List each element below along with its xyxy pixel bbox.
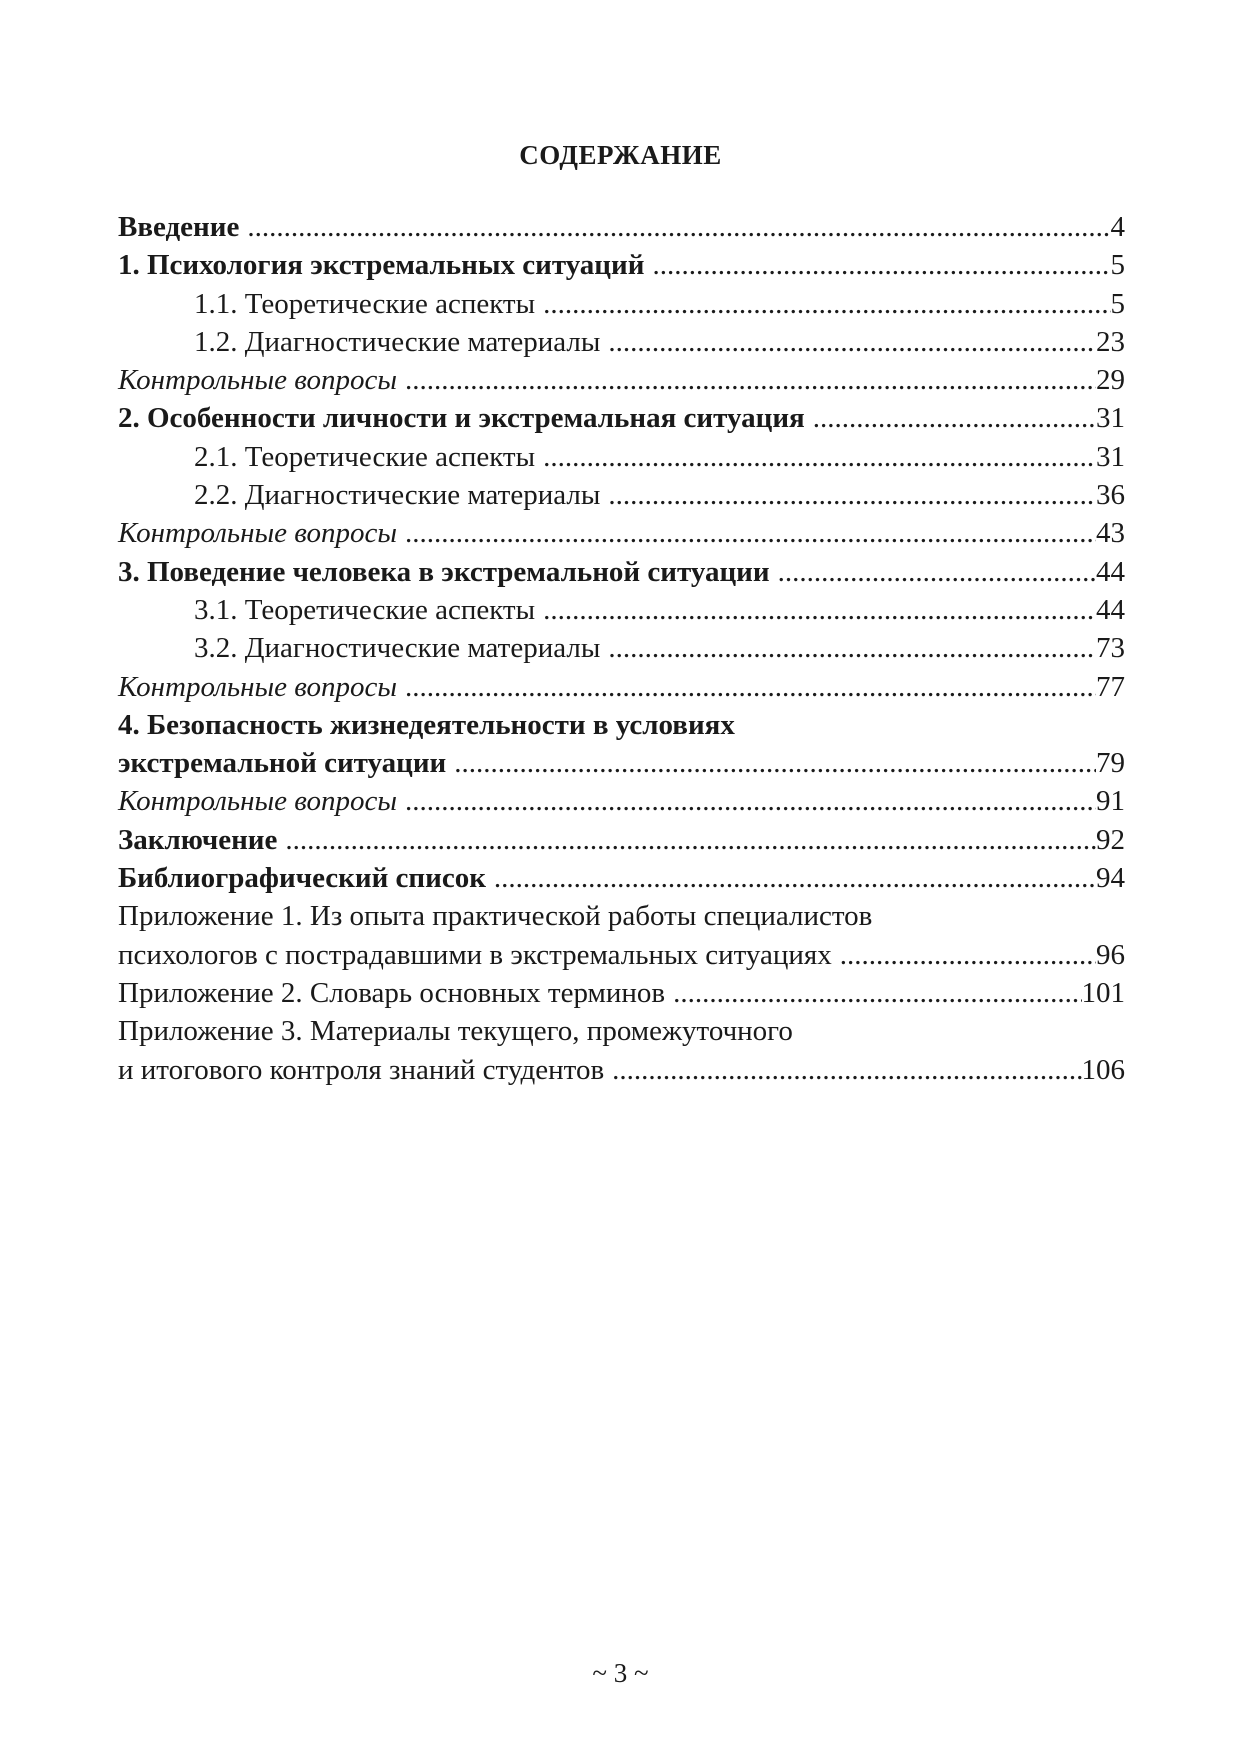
toc-leader-dots [673,974,1081,1012]
toc-entry-page: 36 [1096,479,1125,512]
toc-leader-dots [405,361,1096,399]
toc-entry-page: 31 [1096,440,1125,473]
toc-leader-dots [454,744,1096,782]
toc-entry-title: 2.2. Диагностические материалы [194,479,601,512]
toc-entry-page: 23 [1096,325,1125,358]
toc-entry-title: экстремальной ситуации [118,747,447,780]
toc-entry-title: Контрольные вопросы [118,785,397,818]
toc-entry-title: Заключение [118,823,278,856]
toc-entry-title: 3. Поведение человека в экстремальной ситуации [118,555,770,588]
toc-entry-title: Приложение 3. Материалы текущего, промежуточного [118,1015,793,1048]
toc-entry-title: 1. Психология экстремальных ситуаций [118,249,645,282]
toc-entry-title: 3.1. Теоретические аспекты [194,593,536,626]
toc-entry [118,438,1125,476]
table-of-contents [118,208,1125,1089]
toc-entry-page: 77 [1096,670,1125,703]
toc-entry [118,1051,1125,1089]
toc-entry-page: 92 [1096,823,1125,856]
toc-entry [118,821,1125,859]
toc-entry-title: 1.1. Теоретические аспекты [194,287,536,320]
toc-leader-dots [543,438,1096,476]
toc-leader-dots [405,514,1096,552]
toc-entry [118,859,1125,897]
toc-entry-title: 4. Безопасность жизнедеятельности в условиях [118,708,735,741]
toc-entry [118,514,1125,552]
toc-entry-page: 101 [1081,976,1125,1009]
toc-entry [118,706,1125,744]
toc-entry [118,476,1125,514]
toc-leader-dots [608,323,1096,361]
toc-entry [118,285,1125,323]
toc-entry-title: 1.2. Диагностические материалы [194,325,601,358]
toc-entry [118,897,1125,935]
page-number: ~ 3 ~ [592,1658,649,1688]
toc-leader-dots [494,859,1096,897]
toc-leader-dots [405,668,1096,706]
toc-entry-title: Приложение 2. Словарь основных терминов [118,976,666,1009]
toc-leader-dots [840,936,1096,974]
toc-entry-title: Приложение 1. Из опыта практической работы специалистов [118,900,873,933]
toc-entry-page: 44 [1096,593,1125,626]
toc-entry [118,974,1125,1012]
toc-entry-title: 3.2. Диагностические материалы [194,632,601,665]
toc-leader-dots [285,821,1096,859]
toc-entry [118,591,1125,629]
toc-leader-dots [612,1051,1081,1089]
toc-entry-page: 44 [1096,555,1125,588]
toc-entry [118,1012,1125,1050]
toc-entry-title: Контрольные вопросы [118,670,397,703]
toc-entry-page: 106 [1081,1053,1125,1086]
toc-entry [118,208,1125,246]
toc-leader-dots [247,208,1110,246]
toc-entry-title: и итогового контроля знаний студентов [118,1053,605,1086]
toc-leader-dots [543,591,1096,629]
toc-entry [118,323,1125,361]
toc-entry [118,936,1125,974]
toc-leader-dots [608,629,1096,667]
toc-entry-page: 43 [1096,517,1125,550]
toc-entry-page: 91 [1096,785,1125,818]
toc-entry-title: 2. Особенности личности и экстремальная ситуация [118,402,805,435]
toc-entry [118,668,1125,706]
toc-entry [118,629,1125,667]
toc-entry-title: Контрольные вопросы [118,364,397,397]
toc-leader-dots [652,246,1110,284]
toc-leader-dots [543,285,1110,323]
toc-entry-page: 79 [1096,747,1125,780]
toc-entry-page: 94 [1096,862,1125,895]
toc-leader-dots [813,399,1096,437]
toc-leader-dots [778,553,1096,591]
toc-entry [118,782,1125,820]
toc-entry-page: 73 [1096,632,1125,665]
toc-entry-page: 4 [1110,211,1125,243]
toc-entry [118,246,1125,284]
page-title: СОДЕРЖАНИЕ [519,140,722,170]
toc-entry-page: 96 [1096,938,1125,971]
toc-entry-page: 29 [1096,364,1125,397]
toc-leader-dots [608,476,1096,514]
toc-entry [118,553,1125,591]
toc-entry-title: Введение [118,211,240,243]
toc-entry-title: Контрольные вопросы [118,517,397,550]
toc-entry [118,744,1125,782]
toc-entry-page: 5 [1110,249,1125,282]
toc-leader-dots [405,782,1096,820]
toc-entry [118,361,1125,399]
toc-entry-page: 5 [1110,287,1125,320]
toc-entry [118,399,1125,437]
toc-entry-title: психологов с пострадавшими в экстремальных ситуациях [118,938,832,971]
toc-entry-title: 2.1. Теоретические аспекты [194,440,536,473]
toc-entry-title: Библиографический список [118,862,486,895]
toc-entry-page: 31 [1096,402,1125,435]
